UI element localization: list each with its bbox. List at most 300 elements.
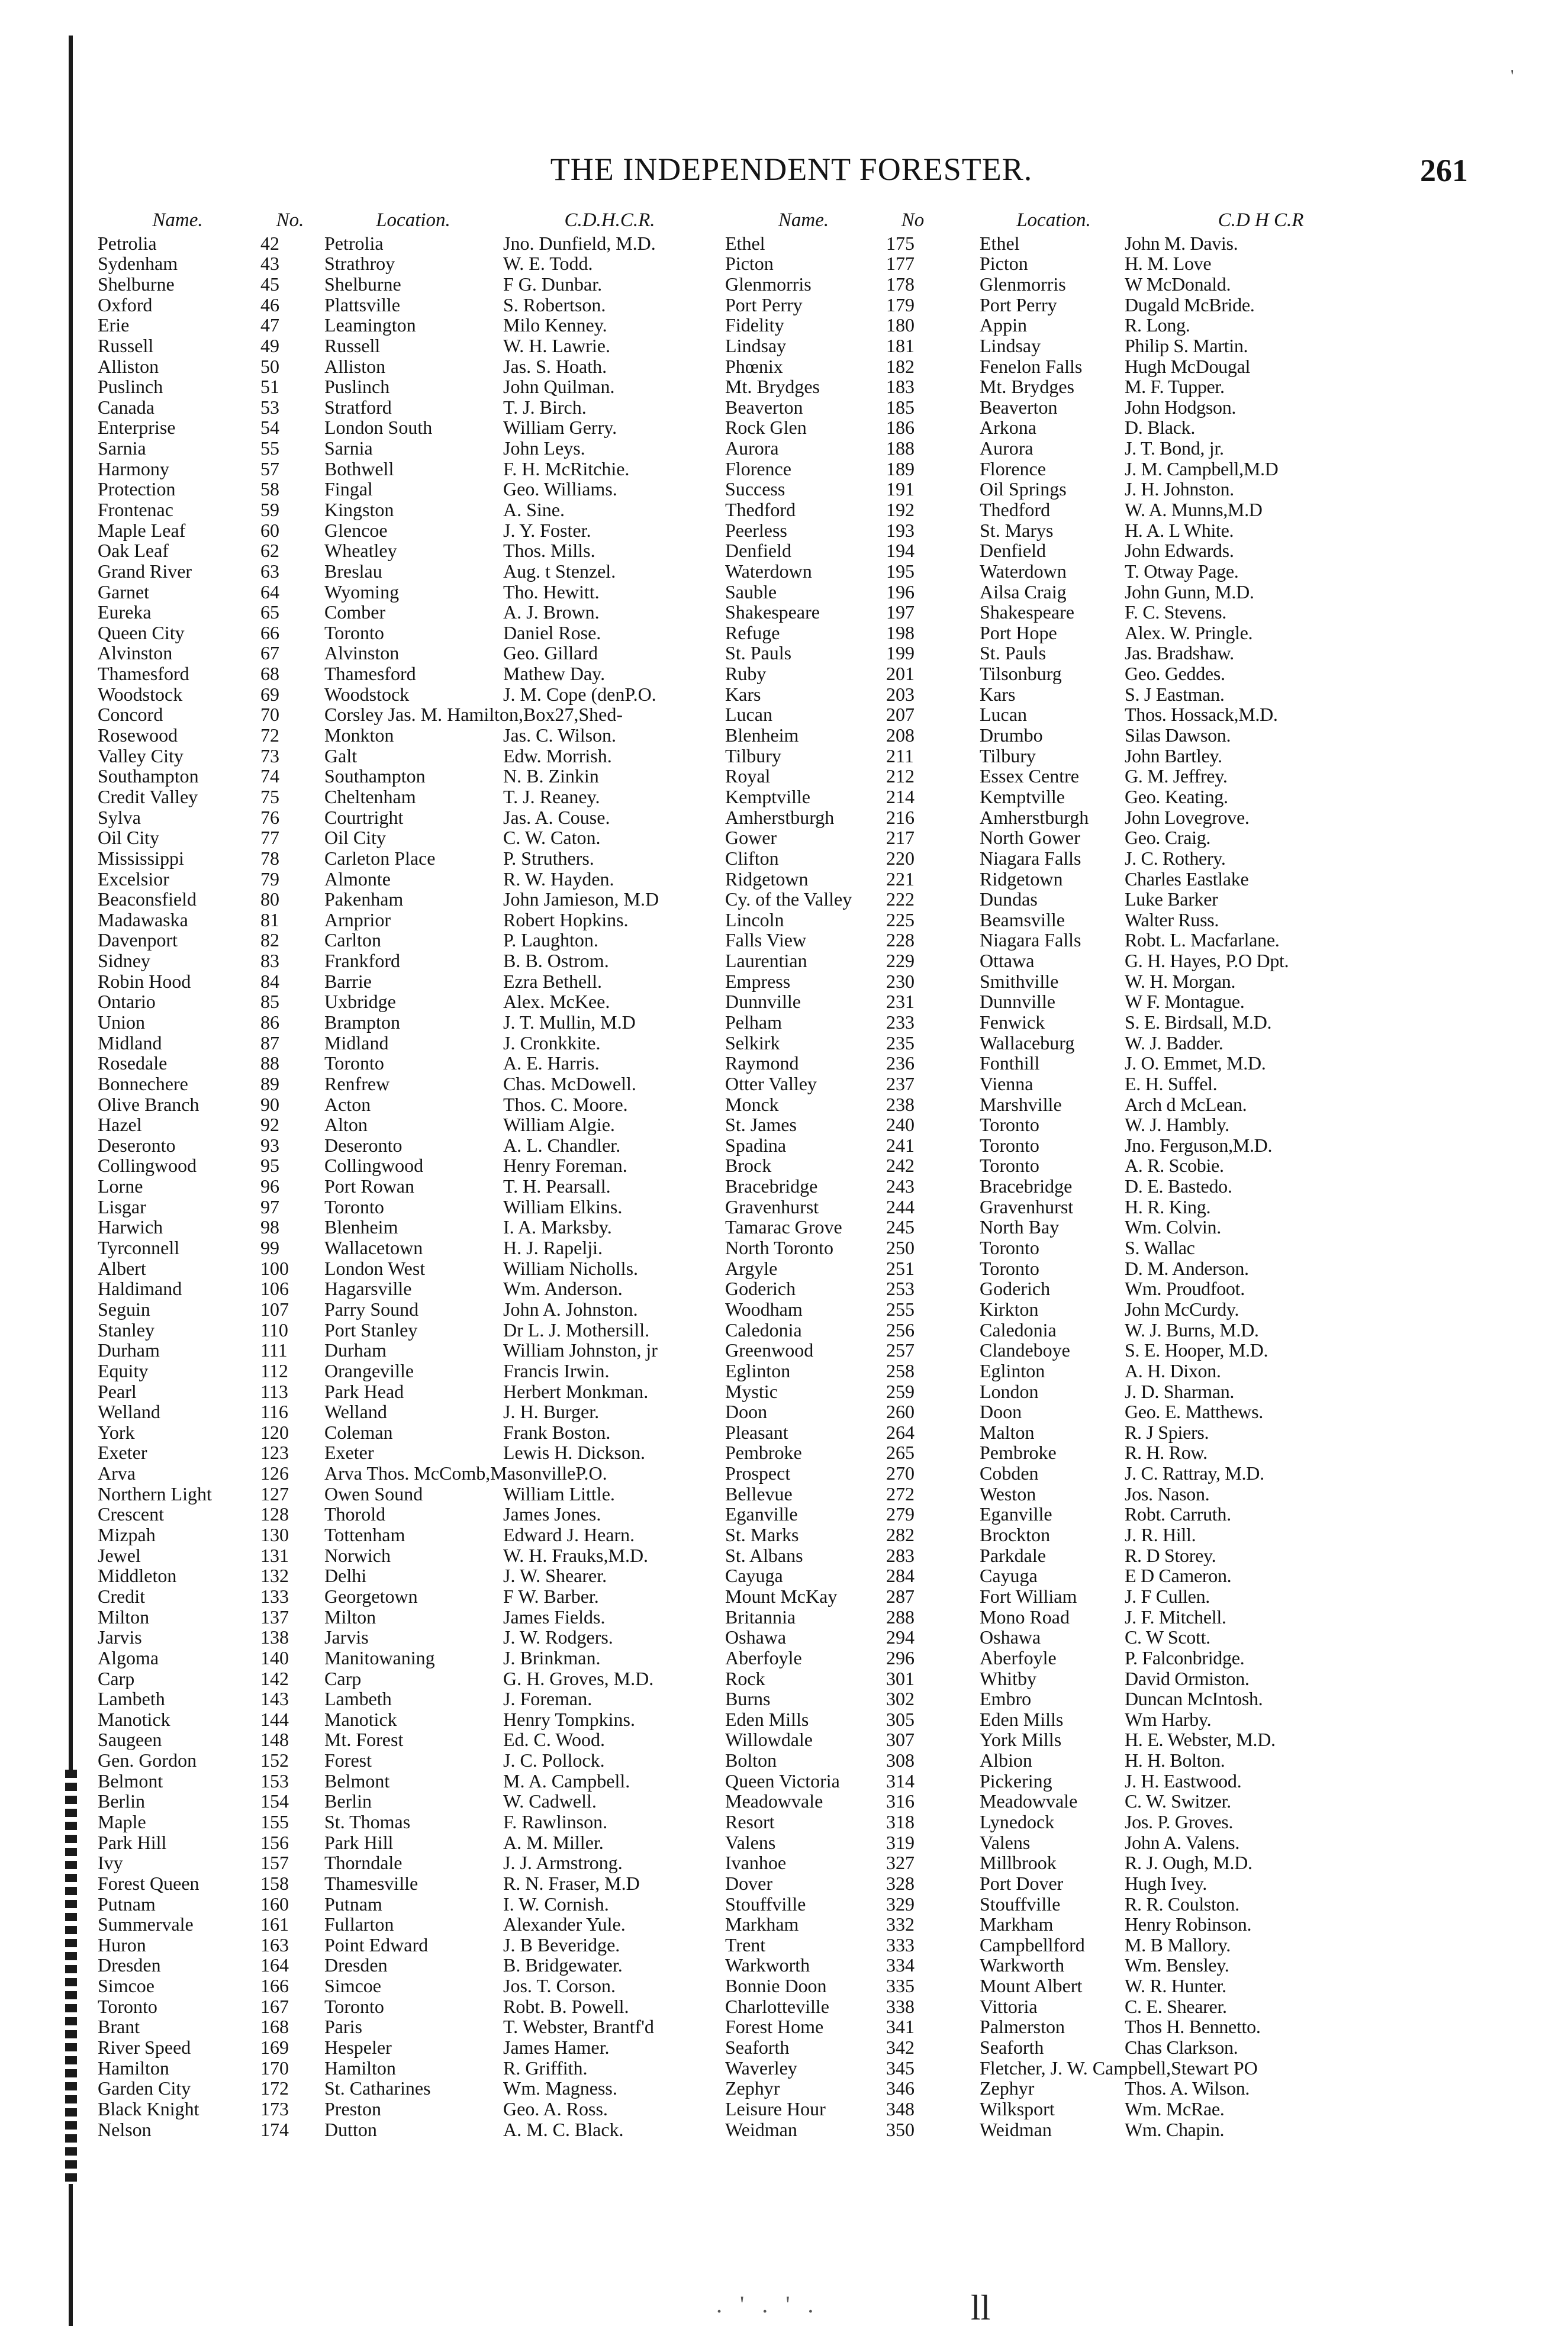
lodge-number: 177 xyxy=(886,253,915,275)
lodge-location: Appin xyxy=(980,314,1027,336)
lodge-name: St. James xyxy=(725,1114,797,1136)
lodge-location: Wallacetown xyxy=(324,1237,423,1259)
lodge-location: Fletcher, J. W. Campbell,Stewart PO xyxy=(980,2057,1258,2079)
lodge-number: 43 xyxy=(260,253,279,275)
lodge-number: 73 xyxy=(260,745,279,766)
lodge-number: 338 xyxy=(886,1995,915,2017)
lodge-location: Blenheim xyxy=(324,1216,398,1238)
lodge-number: 68 xyxy=(260,663,279,685)
lodge-name: Kemptville xyxy=(725,785,810,807)
officer-name: J. Y. Foster. xyxy=(503,519,591,541)
lodge-location: North Gower xyxy=(980,827,1080,849)
lodge-number: 130 xyxy=(260,1524,289,1546)
lodge-location: Milton xyxy=(324,1606,376,1628)
lodge-number: 143 xyxy=(260,1688,289,1710)
lodge-name: Lisgar xyxy=(98,1196,146,1217)
lodge-location: Puslinch xyxy=(324,376,390,398)
officer-name: Wm Harby. xyxy=(1125,1708,1212,1730)
officer-name: James Jones. xyxy=(503,1503,601,1525)
officer-name: Duncan McIntosh. xyxy=(1125,1688,1263,1710)
lodge-number: 216 xyxy=(886,806,915,828)
officer-name: E D Cameron. xyxy=(1125,1565,1232,1587)
officer-name: Robt. Carruth. xyxy=(1125,1503,1231,1525)
lodge-number: 99 xyxy=(260,1237,279,1259)
lodge-name: Sauble xyxy=(725,581,777,603)
lodge-location: Exeter xyxy=(324,1442,374,1464)
lodge-number: 257 xyxy=(886,1339,915,1361)
officer-name: H. M. Love xyxy=(1125,253,1212,275)
officer-name: Walter Russ. xyxy=(1125,909,1219,930)
lodge-name: Garden City xyxy=(98,2077,191,2099)
lodge-location: Wallaceburg xyxy=(980,1032,1075,1054)
lodge-location: Hamilton xyxy=(324,2057,396,2079)
officer-name: I. A. Marksby. xyxy=(503,1216,612,1238)
lodge-location: St. Thomas xyxy=(324,1811,411,1832)
lodge-location: Sarnia xyxy=(324,437,373,459)
lodge-name: Middleton xyxy=(98,1565,177,1587)
lodge-location: Hespeler xyxy=(324,2037,392,2058)
lodge-location: Courtright xyxy=(324,806,404,828)
bottom-specks: . ' . ' . xyxy=(716,2291,820,2318)
officer-name: John Bartley. xyxy=(1125,745,1222,766)
lodge-location: Parkdale xyxy=(980,1544,1046,1566)
lodge-location: Orangeville xyxy=(324,1360,414,1381)
lodge-location: Carleton Place xyxy=(324,847,436,869)
lodge-location: Thorold xyxy=(324,1503,386,1525)
lodge-location: Embro xyxy=(980,1688,1032,1710)
lodge-number: 195 xyxy=(886,560,915,582)
lodge-name: Haldimand xyxy=(98,1278,182,1300)
lodge-name: Warkworth xyxy=(725,1954,810,1976)
lodge-location: Bracebridge xyxy=(980,1175,1073,1197)
lodge-name: Burns xyxy=(725,1688,771,1710)
lodge-number: 327 xyxy=(886,1852,915,1874)
lodge-number: 96 xyxy=(260,1175,279,1197)
lodge-number: 163 xyxy=(260,1934,289,1956)
lodge-name: Frontenac xyxy=(98,498,173,520)
officer-name: Geo. E. Matthews. xyxy=(1125,1401,1263,1423)
lodge-number: 66 xyxy=(260,621,279,643)
lodge-number: 59 xyxy=(260,498,279,520)
lodge-name: Bracebridge xyxy=(725,1175,818,1197)
lodge-name: Rosedale xyxy=(98,1052,168,1074)
lodge-name: Credit xyxy=(98,1585,145,1607)
lodge-number: 265 xyxy=(886,1442,915,1464)
lodge-location: Port Dover xyxy=(980,1872,1064,1894)
lodge-name: Prospect xyxy=(725,1462,791,1484)
officer-name: John M. Davis. xyxy=(1125,232,1238,254)
lodge-number: 54 xyxy=(260,417,279,439)
officer-name: R. R. Coulston. xyxy=(1125,1893,1239,1915)
lodge-name: Eureka xyxy=(98,601,152,623)
lodge-number: 95 xyxy=(260,1155,279,1177)
lodge-name: Union xyxy=(98,1011,145,1033)
officer-name: A. E. Harris. xyxy=(503,1052,600,1074)
lodge-number: 256 xyxy=(886,1319,915,1341)
lodge-location: Pembroke xyxy=(980,1442,1057,1464)
lodge-name: Caledonia xyxy=(725,1319,802,1341)
lodge-name: Midland xyxy=(98,1032,162,1054)
officer-name: William Elkins. xyxy=(503,1196,623,1217)
lodge-location: Essex Centre xyxy=(980,765,1079,787)
lodge-name: Dover xyxy=(725,1872,772,1894)
lodge-location: Alliston xyxy=(324,355,386,377)
lodge-location: St. Catharines xyxy=(324,2077,431,2099)
officer-name: Thos. C. Moore. xyxy=(503,1093,628,1115)
officer-name: James Fields. xyxy=(503,1606,606,1628)
right-officer-list xyxy=(1125,233,1397,2140)
lodge-name: Collingwood xyxy=(98,1155,197,1177)
lodge-name: Park Hill xyxy=(98,1831,167,1853)
lodge-number: 199 xyxy=(886,642,915,664)
lodge-location: Mt. Brydges xyxy=(980,376,1074,398)
lodge-location: Brampton xyxy=(324,1011,400,1033)
lodge-name: Gen. Gordon xyxy=(98,1750,197,1771)
officer-name: Philip S. Martin. xyxy=(1125,334,1248,356)
lodge-name: Peerless xyxy=(725,519,787,541)
lodge-number: 180 xyxy=(886,314,915,336)
lodge-location: Carlton xyxy=(324,929,381,951)
lodge-number: 45 xyxy=(260,273,279,295)
lodge-name: Cy. of the Valley xyxy=(725,888,852,910)
lodge-number: 63 xyxy=(260,560,279,582)
lodge-name: Eglinton xyxy=(725,1360,791,1381)
officer-name: Wm. Chapin. xyxy=(1125,2118,1225,2140)
officer-name: Charles Eastlake xyxy=(1125,868,1249,890)
officer-name: John Jamieson, M.D xyxy=(503,888,659,910)
right-number-list xyxy=(886,233,939,2140)
lodge-location: Acton xyxy=(324,1093,371,1115)
lodge-name: Lorne xyxy=(98,1175,143,1197)
lodge-number: 236 xyxy=(886,1052,915,1074)
lodge-number: 222 xyxy=(886,888,915,910)
officer-name: Hugh McDougal xyxy=(1125,355,1251,377)
lodge-number: 140 xyxy=(260,1647,289,1668)
left-name-list xyxy=(98,233,257,2140)
lodge-number: 167 xyxy=(260,1995,289,2017)
lodge-location: Whitby xyxy=(980,1667,1036,1689)
lodge-name: Oak Leaf xyxy=(98,540,169,562)
lodge-location: Park Head xyxy=(324,1380,404,1402)
lodge-number: 74 xyxy=(260,765,279,787)
officer-name: J. F. Mitchell. xyxy=(1125,1606,1226,1628)
officer-name: A. M. Miller. xyxy=(503,1831,604,1853)
officer-name: J. H. Burger. xyxy=(503,1401,600,1423)
lodge-number: 318 xyxy=(886,1811,915,1832)
officer-name: A. J. Brown. xyxy=(503,601,600,623)
lodge-number: 98 xyxy=(260,1216,279,1238)
lodge-name: Russell xyxy=(98,334,154,356)
lodge-number: 85 xyxy=(260,991,279,1013)
officer-name: William Johnston, jr xyxy=(503,1339,658,1361)
officer-name: D. E. Bastedo. xyxy=(1125,1175,1232,1197)
lodge-name: Britannia xyxy=(725,1606,796,1628)
right-name-column xyxy=(725,210,882,2140)
lodge-location: Marshville xyxy=(980,1093,1062,1115)
lodge-number: 120 xyxy=(260,1421,289,1443)
lodge-number: 142 xyxy=(260,1667,289,1689)
lodge-name: Belmont xyxy=(98,1770,163,1792)
officer-name: William Algie. xyxy=(503,1114,615,1136)
officer-name: Alexander Yule. xyxy=(503,1913,626,1935)
lodge-name: Cayuga xyxy=(725,1565,783,1587)
lodge-location: Pakenham xyxy=(324,888,404,910)
lodge-location: Fullarton xyxy=(324,1913,394,1935)
lodge-name: Willowdale xyxy=(725,1729,813,1751)
lodge-name: Laurentian xyxy=(725,950,807,972)
officer-name: W. Cadwell. xyxy=(503,1790,597,1812)
lodge-location: Toronto xyxy=(324,621,384,643)
lodge-number: 230 xyxy=(886,970,915,992)
lodge-name: Brock xyxy=(725,1155,772,1177)
lodge-name: Pelham xyxy=(725,1011,782,1033)
lodge-location: Weston xyxy=(980,1483,1036,1505)
lodge-number: 173 xyxy=(260,2098,289,2119)
lodge-number: 258 xyxy=(886,1360,915,1381)
lodge-location: St. Marys xyxy=(980,519,1054,541)
lodge-number: 346 xyxy=(886,2077,915,2099)
lodge-number: 169 xyxy=(260,2037,289,2058)
officer-name: Geo. Williams. xyxy=(503,478,617,500)
lodge-name: Phœnix xyxy=(725,355,783,377)
lodge-number: 186 xyxy=(886,417,915,439)
lodge-location: Eden Mills xyxy=(980,1708,1064,1730)
lodge-number: 212 xyxy=(886,765,915,787)
lodge-location: Tilsonburg xyxy=(980,663,1062,685)
lodge-number: 294 xyxy=(886,1626,915,1648)
lodge-number: 217 xyxy=(886,827,915,849)
lodge-name: Bellevue xyxy=(725,1483,793,1505)
officer-name: J. O. Emmet, M.D. xyxy=(1125,1052,1266,1074)
lodge-name: Greenwood xyxy=(725,1339,814,1361)
lodge-name: Mississippi xyxy=(98,847,184,869)
bottom-pencil-mark: ll xyxy=(971,2288,991,2327)
officer-name: R. J. Ough, M.D. xyxy=(1125,1852,1253,1874)
lodge-number: 283 xyxy=(886,1544,915,1566)
lodge-name: Deseronto xyxy=(98,1134,176,1156)
lodge-location: Toronto xyxy=(324,1196,384,1217)
lodge-location: Galt xyxy=(324,745,358,766)
lodge-number: 221 xyxy=(886,868,915,890)
lodge-name: Durham xyxy=(98,1339,160,1361)
lodge-location: Port Perry xyxy=(980,294,1057,315)
lodge-location: Midland xyxy=(324,1032,389,1054)
officer-name: W. A. Munns,M.D xyxy=(1125,498,1263,520)
lodge-number: 60 xyxy=(260,519,279,541)
lodge-name: Monck xyxy=(725,1093,779,1115)
lodge-name: Florence xyxy=(725,458,791,479)
lodge-location: Thamesville xyxy=(324,1872,418,1894)
lodge-location: Smithville xyxy=(980,970,1059,992)
lodge-number: 305 xyxy=(886,1708,915,1730)
lodge-name: Bolton xyxy=(725,1750,777,1771)
lodge-location: Toronto xyxy=(980,1134,1039,1156)
lodge-name: Oshawa xyxy=(725,1626,787,1648)
lodge-number: 189 xyxy=(886,458,915,479)
officer-name: Jos. P. Groves. xyxy=(1125,1811,1234,1832)
officer-name: S. Wallac xyxy=(1125,1237,1195,1259)
officer-name: Geo. Geddes. xyxy=(1125,663,1225,685)
lodge-location: Carp xyxy=(324,1667,362,1689)
lodge-number: 178 xyxy=(886,273,915,295)
lodge-number: 345 xyxy=(886,2057,915,2079)
officer-name: Henry Tompkins. xyxy=(503,1708,635,1730)
lodge-location: Cobden xyxy=(980,1462,1039,1484)
lodge-location: Forest xyxy=(324,1750,372,1771)
lodge-number: 112 xyxy=(260,1360,288,1381)
lodge-number: 64 xyxy=(260,581,279,603)
officer-name: Geo. Keating. xyxy=(1125,785,1228,807)
lodge-name: Amherstburgh xyxy=(725,806,835,828)
officer-name: W. J. Burns, M.D. xyxy=(1125,1319,1259,1341)
lodge-location: Toronto xyxy=(980,1155,1039,1177)
lodge-location: Valens xyxy=(980,1831,1031,1853)
lodge-number: 93 xyxy=(260,1134,279,1156)
lodge-number: 316 xyxy=(886,1790,915,1812)
lodge-location: Markham xyxy=(980,1913,1054,1935)
lodge-location: Arkona xyxy=(980,417,1036,439)
lodge-number: 207 xyxy=(886,704,915,726)
lodge-location: Uxbridge xyxy=(324,991,396,1013)
lodge-number: 51 xyxy=(260,376,279,398)
lodge-number: 231 xyxy=(886,991,915,1013)
lodge-location: Parry Sound xyxy=(324,1298,419,1320)
lodge-name: Tamarac Grove xyxy=(725,1216,842,1238)
column-header-location: Location. xyxy=(376,210,450,231)
left-number-column xyxy=(260,210,320,2140)
officer-name: Jno. Ferguson,M.D. xyxy=(1125,1134,1273,1156)
officer-name: Silas Dawson. xyxy=(1125,724,1231,746)
lodge-number: 157 xyxy=(260,1852,289,1874)
lodge-name: Tilbury xyxy=(725,745,781,766)
lodge-location: Kirkton xyxy=(980,1298,1039,1320)
lodge-location: Fenwick xyxy=(980,1011,1045,1033)
lodge-location: Lindsay xyxy=(980,334,1041,356)
officer-name: I. W. Cornish. xyxy=(503,1893,609,1915)
lodge-name: Sylva xyxy=(98,806,141,828)
lodge-name: Harmony xyxy=(98,458,169,479)
officer-name: P. Falconbridge. xyxy=(1125,1647,1245,1668)
lodge-location: Ailsa Craig xyxy=(980,581,1067,603)
officer-name: J. W. Shearer. xyxy=(503,1565,607,1587)
lodge-number: 307 xyxy=(886,1729,915,1751)
lodge-location: Toronto xyxy=(324,1995,384,2017)
lodge-name: Mt. Brydges xyxy=(725,376,820,398)
lodge-number: 328 xyxy=(886,1872,915,1894)
lodge-number: 77 xyxy=(260,827,279,849)
lodge-name: Markham xyxy=(725,1913,799,1935)
lodge-number: 335 xyxy=(886,1975,915,1997)
lodge-name: Welland xyxy=(98,1401,160,1423)
lodge-location: Kars xyxy=(980,683,1016,705)
lodge-location: Leamington xyxy=(324,314,416,336)
lodge-number: 198 xyxy=(886,621,915,643)
lodge-location: Thedford xyxy=(980,498,1051,520)
lodge-name: Waverley xyxy=(725,2057,797,2079)
lodge-name: Hamilton xyxy=(98,2057,169,2079)
officer-name: Jas. A. Couse. xyxy=(503,806,610,828)
lodge-number: 82 xyxy=(260,929,279,951)
lodge-location: Comber xyxy=(324,601,386,623)
lodge-number: 106 xyxy=(260,1278,289,1300)
lodge-number: 86 xyxy=(260,1011,279,1033)
lodge-name: Meadowvale xyxy=(725,1790,823,1812)
officer-name: Lewis H. Dickson. xyxy=(503,1442,645,1464)
lodge-name: Charlotteville xyxy=(725,1995,829,2017)
officer-name: Wm. Proudfoot. xyxy=(1125,1278,1245,1300)
lodge-location: Corsley Jas. M. Hamilton,Box27,Shed- xyxy=(324,704,623,726)
lodge-location: Frankford xyxy=(324,950,400,972)
lodge-location: Millbrook xyxy=(980,1852,1057,1874)
lodge-location: Coleman xyxy=(324,1421,393,1443)
lodge-number: 245 xyxy=(886,1216,915,1238)
officer-name: Robert Hopkins. xyxy=(503,909,629,930)
lodge-name: Albert xyxy=(98,1257,146,1279)
lodge-location: Breslau xyxy=(324,560,382,582)
lodge-name: Hazel xyxy=(98,1114,142,1136)
lodge-number: 111 xyxy=(260,1339,288,1361)
officer-name: B. Bridgewater. xyxy=(503,1954,623,1976)
lodge-number: 314 xyxy=(886,1770,915,1792)
lodge-number: 244 xyxy=(886,1196,915,1217)
lodge-number: 229 xyxy=(886,950,915,972)
lodge-number: 80 xyxy=(260,888,279,910)
running-title: THE INDEPENDENT FORESTER. xyxy=(550,152,1033,187)
lodge-number: 251 xyxy=(886,1257,915,1279)
lodge-name: Dunnville xyxy=(725,991,801,1013)
lodge-location: London xyxy=(980,1380,1039,1402)
lodge-location: Owen Sound xyxy=(324,1483,423,1505)
officer-name: J. M. Cope (denP.O. xyxy=(503,683,656,705)
lodge-number: 128 xyxy=(260,1503,289,1525)
lodge-location: Ethel xyxy=(980,232,1020,254)
officer-name: T. Otway Page. xyxy=(1125,560,1239,582)
lodge-location: Lucan xyxy=(980,704,1027,726)
officer-name: R. N. Fraser, M.D xyxy=(503,1872,640,1894)
lodge-name: Pearl xyxy=(98,1380,137,1402)
lodge-location: North Bay xyxy=(980,1216,1060,1238)
officer-name: Frank Boston. xyxy=(503,1421,611,1443)
lodge-location: York Mills xyxy=(980,1729,1062,1751)
lodge-name: Port Perry xyxy=(725,294,803,315)
lodge-location: Alton xyxy=(324,1114,368,1136)
lodge-name: Spadina xyxy=(725,1134,787,1156)
lodge-location: Plattsville xyxy=(324,294,400,315)
officer-name: M. B Mallory. xyxy=(1125,1934,1231,1956)
lodge-number: 89 xyxy=(260,1072,279,1094)
lodge-name: Ivanhoe xyxy=(725,1852,787,1874)
lodge-location: Beaverton xyxy=(980,396,1058,418)
lodge-name: Enterprise xyxy=(98,417,176,439)
lodge-number: 78 xyxy=(260,847,279,869)
officer-name: John Hodgson. xyxy=(1125,396,1237,418)
lodge-location: Niagara Falls xyxy=(980,847,1081,869)
lodge-location: Southampton xyxy=(324,765,426,787)
lodge-location: Woodstock xyxy=(324,683,410,705)
lodge-name: Carp xyxy=(98,1667,135,1689)
officer-name: John Gunn, M.D. xyxy=(1125,581,1254,603)
officer-name: David Ormiston. xyxy=(1125,1667,1250,1689)
lodge-number: 220 xyxy=(886,847,915,869)
lodge-location: Toronto xyxy=(980,1257,1039,1279)
lodge-number: 237 xyxy=(886,1072,915,1094)
lodge-number: 241 xyxy=(886,1134,915,1156)
lodge-location: Brockton xyxy=(980,1524,1051,1546)
officer-name: S. E. Hooper, M.D. xyxy=(1125,1339,1268,1361)
lodge-name: Woodstock xyxy=(98,683,183,705)
lodge-location: Mt. Forest xyxy=(324,1729,404,1751)
officer-name: Dr L. J. Mothersill. xyxy=(503,1319,650,1341)
